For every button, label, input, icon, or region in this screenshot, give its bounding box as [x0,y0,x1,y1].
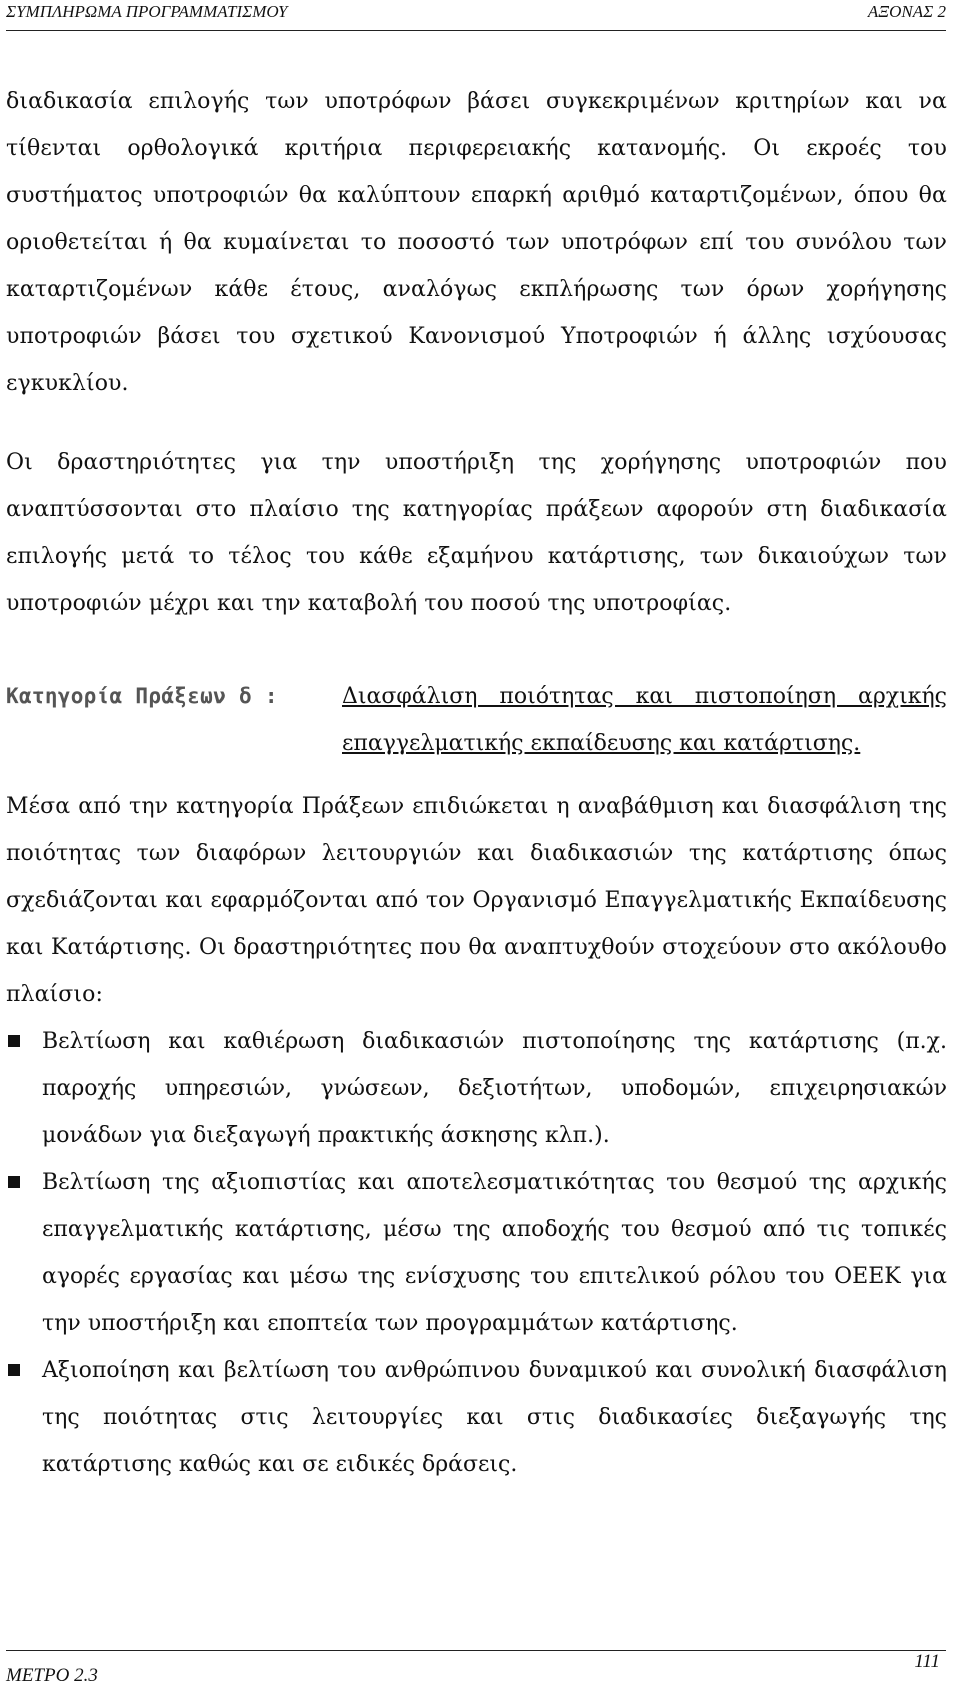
header-document-title: ΣΥΜΠΛΗΡΩΜΑ ΠΡΟΓΡΑΜΜΑΤΙΣΜΟΥ [6,2,288,21]
header-axis-label: ΑΞΟΝΑΣ 2 [867,2,946,21]
category-heading [6,673,947,783]
list-item-text: Βελτίωση της αξιοπιστίας και αποτελεσματικότητας του θεσμού της αρχικής επαγγελματικής κατάρτισης, μέσω της αποδοχής του θεσμού από τις τοπικές αγορές εργασίας και μέσω της ενίσχυσης του επιτελικού ρόλου του ΟΕΕΚ για την υποστήριξη και εποπτεία των προγραμμάτων κατάρτισης. [42,1170,947,1336]
category-title: Διασφάλιση ποιότητας και πιστοποίηση αρχικής επαγγελματικής εκπαίδευσης και κατάρτισης. [342,684,947,756]
category-label: Κατηγορία Πράξεων δ : [6,684,278,708]
paragraph-category-intro: Μέσα από την κατηγορία Πράξεων επιδιώκεται η αναβάθμιση και διασφάλιση της ποιότητας των διαφόρων λειτουργιών και διαδικασιών της κατάρτισης όπως σχεδιάζονται και εφαρμόζονται από τον Οργανισμό Επαγγελματικής Εκπαίδευσης και Κατάρτισης. Οι δραστηριότητες που θα αναπτυχθούν στοχεύουν στο ακόλουθο πλαίσιο: [6,794,947,1007]
bullet-list [6,1018,947,1488]
list-item [6,1159,947,1347]
square-bullet-icon [8,1176,20,1188]
square-bullet-icon [8,1035,20,1047]
page-content [6,78,947,1488]
footer-measure-label: ΜΕΤΡΟ 2.3 [6,1665,98,1686]
paragraph-scholarship-selection: διαδικασία επιλογής των υποτρόφων βάσει συγκεκριμένων κριτηρίων και να τίθενται ορθολογικά κριτήρια περιφερειακής κατανομής. Οι εκροές του συστήματος υποτροφιών θα καλύπτουν επαρκή αριθμό καταρτιζομένων, όπου θα οριοθετείται ή θα κυμαίνεται το ποσοστό των υποτρόφων επί του συνόλου των καταρτιζομένων κάθε έτους, αναλόγως εκπλήρωσης των όρων χορήγησης υποτροφιών βάσει του σχετικού Κανονισμού Υποτροφιών ή άλλης ισχύουσας εγκυκλίου. [6,89,947,396]
page-header [6,0,946,31]
page-number: 111 [914,1651,940,1672]
page-footer [6,1650,946,1695]
list-item-text: Αξιοποίηση και βελτίωση του ανθρώπινου δυναμικού και συνολική διασφάλιση της ποιότητας στις λειτουργίες και στις διαδικασίες διεξαγωγής της κατάρτισης καθώς και σε ειδικές δράσεις. [42,1358,947,1477]
list-item-text: Βελτίωση και καθιέρωση διαδικασιών πιστοποίησης της κατάρτισης (π.χ. παροχής υπηρεσιών, γνώσεων, δεξιοτήτων, υποδομών, επιχειρησιακών μονάδων για διεξαγωγή πρακτικής άσκησης κλπ.). [42,1029,947,1148]
square-bullet-icon [8,1364,20,1376]
list-item [6,1347,947,1488]
paragraph-scholarship-activities: Οι δραστηριότητες για την υποστήριξη της χορήγησης υποτροφιών που αναπτύσσονται στο πλαίσιο της κατηγορίας πράξεων αφορούν στη διαδικασία επιλογής μετά το τέλος του κάθε εξαμήνου κατάρτισης, των δικαιούχων των υποτροφιών μέχρι και την καταβολή του ποσού της υποτροφίας. [6,450,947,616]
list-item [6,1018,947,1159]
